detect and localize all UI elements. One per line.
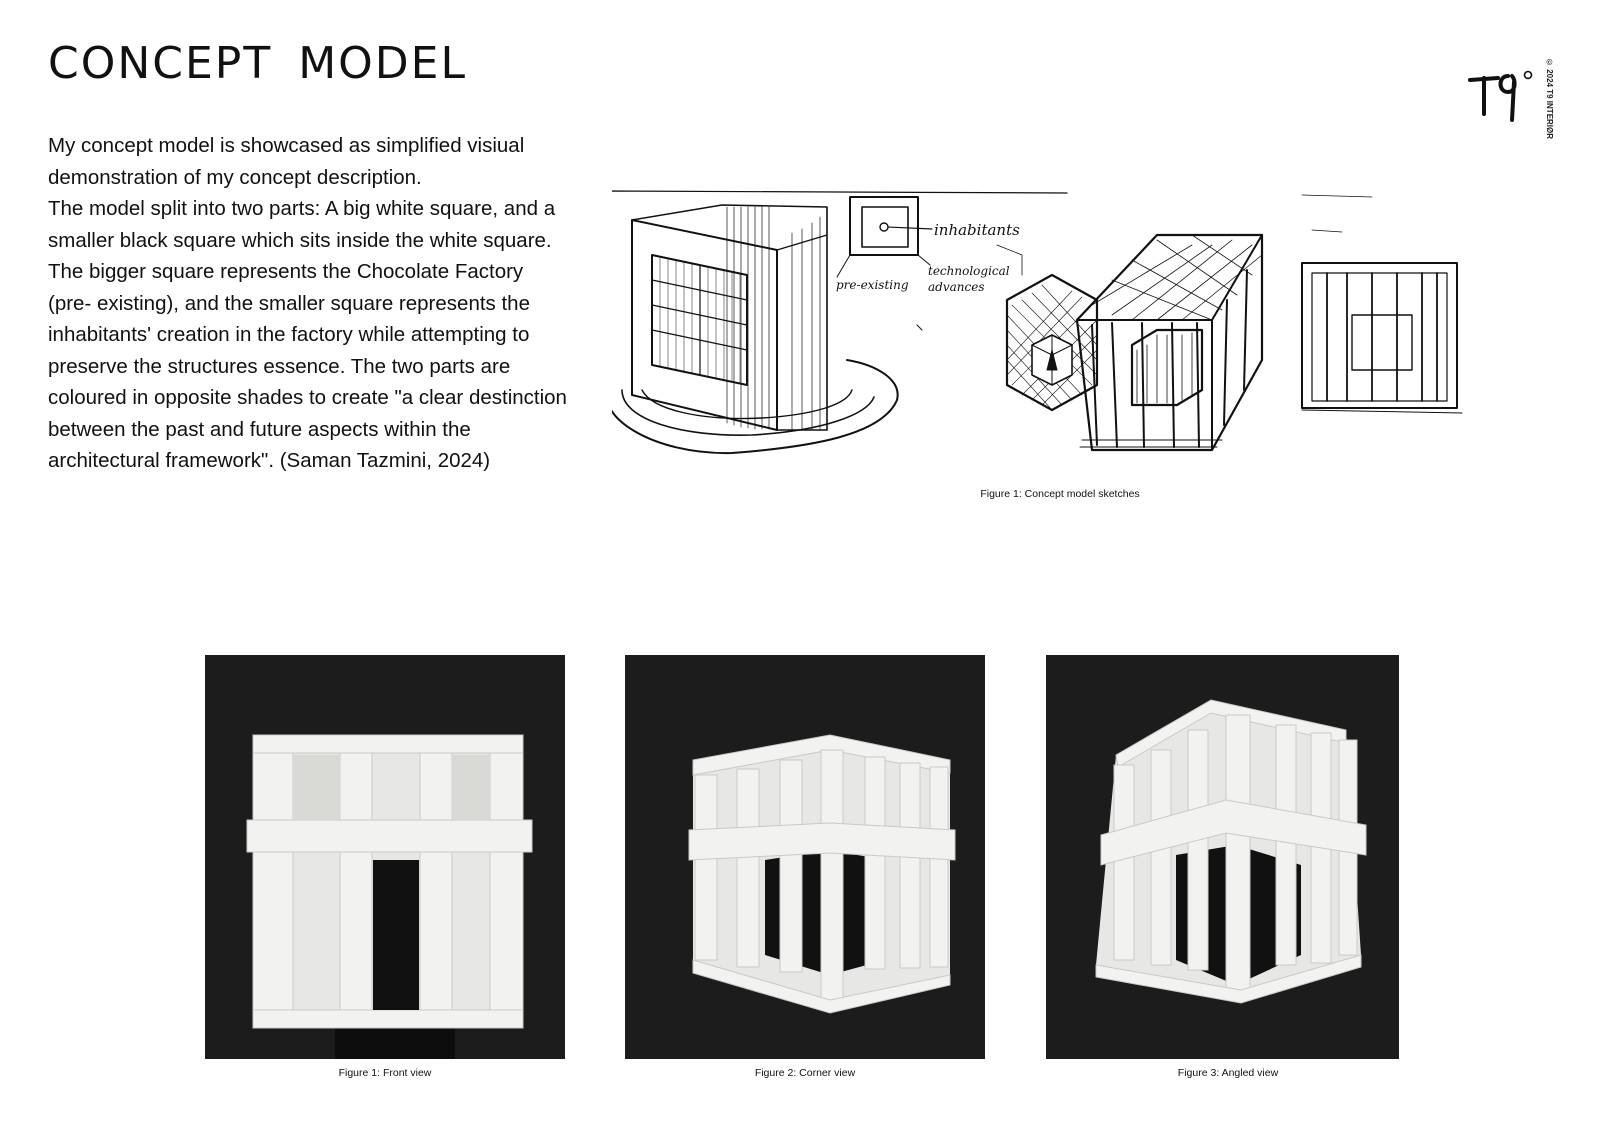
photo-corner-caption: Figure 2: Corner view xyxy=(754,1067,856,1079)
svg-text:inhabitants: inhabitants xyxy=(934,221,1020,239)
sketches-caption: Figure 1: Concept model sketches xyxy=(980,488,1140,500)
photo-front-caption: Figure 1: Front view xyxy=(338,1067,432,1079)
sketch-elevation xyxy=(1302,195,1462,413)
sketch-diagram xyxy=(836,197,1022,330)
t9-logo xyxy=(1468,68,1538,128)
svg-text:pre-existing: pre-existing xyxy=(836,278,909,292)
sketch-hex-cube xyxy=(1007,275,1097,410)
photo-front-view xyxy=(205,655,565,1059)
description-paragraph: The model split into two parts: A big white square, and a smaller black square which sits inside the white square. The bigger square represents the Chocolate Factory xyxy=(48,197,556,283)
page-title: CONCEPT MODEL xyxy=(48,38,467,89)
description-paragraph: (pre- existing), and the smaller square represents the inhabitants' creation in the factory while attempting to preserve the structures essence. The two parts are coloured in opposite shades to create "a clear destinction between the past and future aspects within the architectural framework". (Saman Tazmini, 2024) xyxy=(48,291,567,472)
photo-angled-caption: Figure 3: Angled view xyxy=(1177,1067,1279,1079)
svg-text:advances: advances xyxy=(928,280,985,294)
concept-description xyxy=(48,130,578,477)
concept-sketches xyxy=(612,185,1512,485)
description-paragraph: My concept model is showcased as simplified visiual demonstration of my concept description. xyxy=(48,134,525,189)
svg-text:technological: technological xyxy=(928,264,1010,278)
sketch-cage xyxy=(1077,235,1262,450)
photo-corner-view xyxy=(625,655,985,1059)
copyright-notice: © 2024 T9 INTERIØR xyxy=(1545,58,1554,140)
photo-angled-view xyxy=(1046,655,1399,1059)
